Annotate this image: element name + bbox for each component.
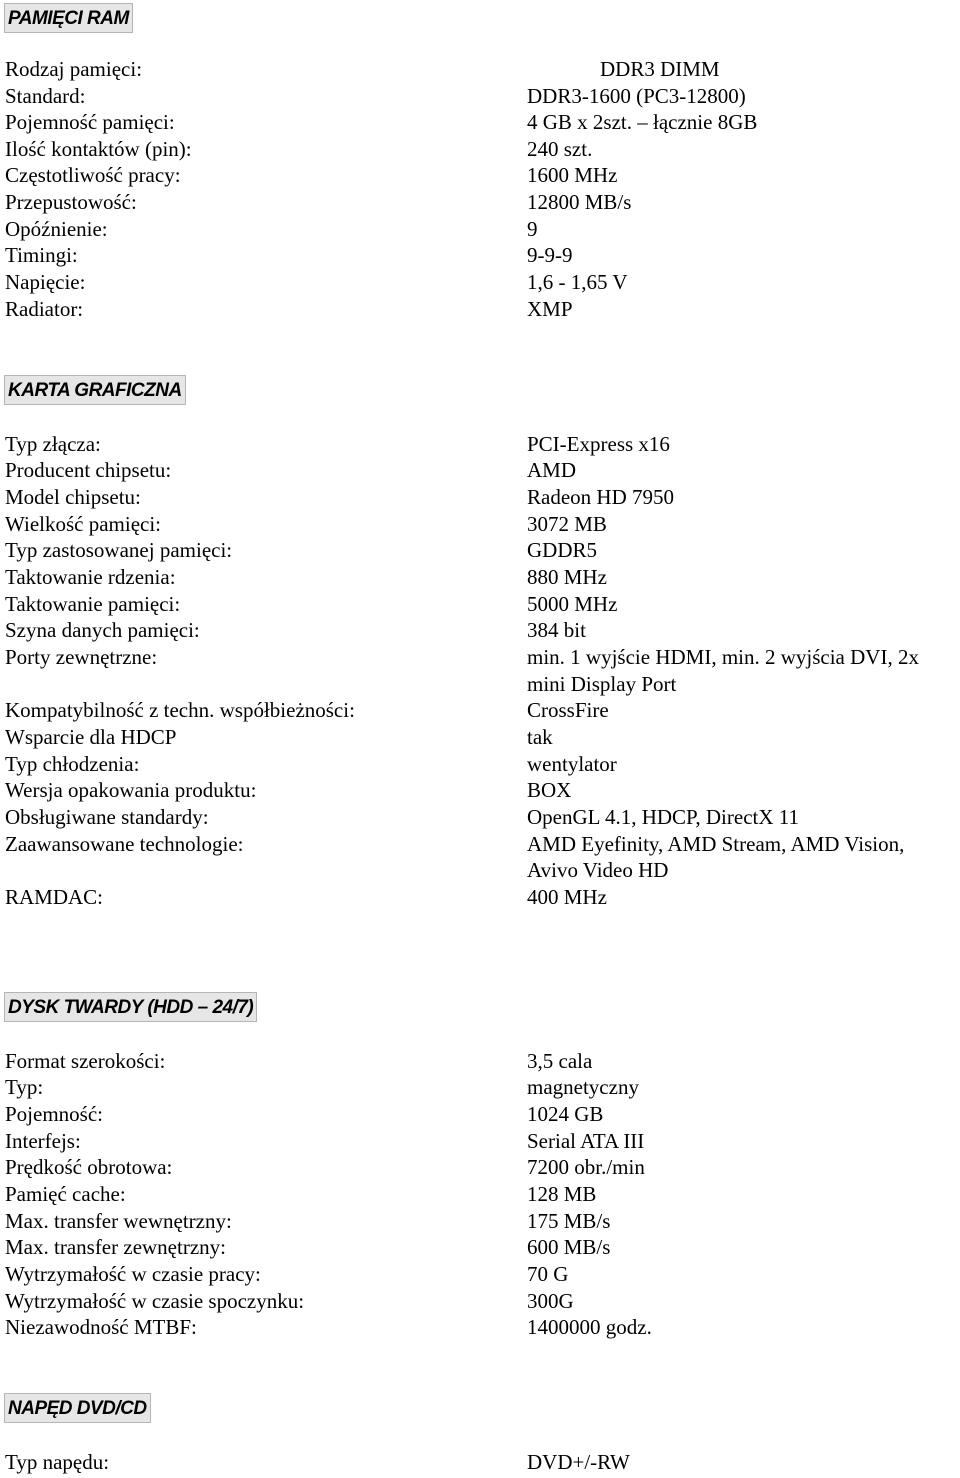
spec-row bbox=[0, 697, 960, 724]
spec-value: DVD+/-RW bbox=[527, 1450, 630, 1474]
spec-value: Serial ATA III bbox=[527, 1129, 645, 1153]
spec-row bbox=[0, 1314, 960, 1341]
spec-row-continuation bbox=[0, 857, 960, 884]
spec-row bbox=[0, 136, 960, 163]
spec-value: OpenGL 4.1, HDCP, DirectX 11 bbox=[527, 805, 799, 829]
spec-value: AMD Eyefinity, AMD Stream, AMD Vision, bbox=[527, 832, 905, 856]
spec-label: Typ zastosowanej pamięci: bbox=[5, 538, 233, 562]
spec-row bbox=[0, 431, 960, 458]
spec-row-continuation bbox=[0, 671, 960, 698]
spec-row bbox=[0, 564, 960, 591]
spec-label: Model chipsetu: bbox=[5, 485, 141, 509]
spec-value: min. 1 wyjście HDMI, min. 2 wyjścia DVI, 2x bbox=[527, 645, 919, 669]
spec-label: Taktowanie pamięci: bbox=[5, 592, 181, 616]
spec-value: 1024 GB bbox=[527, 1102, 604, 1126]
spec-row bbox=[0, 884, 960, 911]
spec-row bbox=[0, 457, 960, 484]
spec-row bbox=[0, 724, 960, 751]
spec-row bbox=[0, 1181, 960, 1208]
spec-value: AMD bbox=[527, 458, 577, 482]
spec-value: 70 G bbox=[527, 1262, 569, 1286]
spec-label: Przepustowość: bbox=[5, 190, 137, 214]
spec-value: 600 MB/s bbox=[527, 1235, 611, 1259]
spec-row bbox=[0, 83, 960, 110]
spec-label: Typ złącza: bbox=[5, 432, 101, 456]
spec-label: Ilość kontaktów (pin): bbox=[5, 137, 192, 161]
spec-value: 384 bit bbox=[527, 618, 586, 642]
spec-label: Max. transfer wewnętrzny: bbox=[5, 1209, 232, 1233]
spec-row bbox=[0, 1101, 960, 1128]
spec-label: Producent chipsetu: bbox=[5, 458, 172, 482]
spec-label: Wersja opakowania produktu: bbox=[5, 778, 257, 802]
spec-row bbox=[0, 269, 960, 296]
spec-value: 880 MHz bbox=[527, 565, 607, 589]
spec-label: Obsługiwane standardy: bbox=[5, 805, 209, 829]
section-heading-ram: PAMIĘCI RAM bbox=[4, 3, 133, 33]
spec-value: 12800 MB/s bbox=[527, 190, 632, 214]
spec-row bbox=[0, 1261, 960, 1288]
spec-label: Pojemność pamięci: bbox=[5, 110, 175, 134]
spec-row bbox=[0, 296, 960, 323]
spec-label: Częstotliwość pracy: bbox=[5, 163, 181, 187]
spec-row bbox=[0, 1074, 960, 1101]
spec-label: Pojemność: bbox=[5, 1102, 103, 1126]
spec-value: 7200 obr./min bbox=[527, 1155, 645, 1179]
spec-label: Pamięć cache: bbox=[5, 1182, 126, 1206]
spec-row bbox=[0, 751, 960, 778]
spec-value: 5000 MHz bbox=[527, 592, 618, 616]
spec-row bbox=[0, 537, 960, 564]
spec-row bbox=[0, 1128, 960, 1155]
spec-row bbox=[0, 1154, 960, 1181]
spec-label: Wsparcie dla HDCP bbox=[5, 725, 177, 749]
spec-value: 1,6 - 1,65 V bbox=[527, 270, 628, 294]
spec-value: DDR3 DIMM bbox=[600, 57, 720, 81]
spec-label: Wytrzymałość w czasie spoczynku: bbox=[5, 1289, 305, 1313]
spec-value: magnetyczny bbox=[527, 1075, 639, 1099]
spec-label: Opóźnienie: bbox=[5, 217, 108, 241]
spec-label: Taktowanie rdzenia: bbox=[5, 565, 176, 589]
spec-value: GDDR5 bbox=[527, 538, 598, 562]
spec-row bbox=[0, 216, 960, 243]
spec-row bbox=[0, 617, 960, 644]
spec-row bbox=[0, 56, 960, 83]
spec-label: Wytrzymałość w czasie pracy: bbox=[5, 1262, 261, 1286]
spec-label: Typ napędu: bbox=[5, 1450, 110, 1474]
section-heading-hdd: DYSK TWARDY (HDD – 24/7) bbox=[4, 992, 257, 1022]
spec-label: Timingi: bbox=[5, 243, 78, 267]
spec-value: 300G bbox=[527, 1289, 574, 1313]
spec-row bbox=[0, 242, 960, 269]
spec-row bbox=[0, 591, 960, 618]
spec-row bbox=[0, 1048, 960, 1075]
spec-label: RAMDAC: bbox=[5, 885, 104, 909]
spec-value: CrossFire bbox=[527, 698, 609, 722]
spec-value: PCI-Express x16 bbox=[527, 432, 670, 456]
spec-row bbox=[0, 1449, 960, 1476]
spec-value: 175 MB/s bbox=[527, 1209, 611, 1233]
spec-value: DDR3-1600 (PC3-12800) bbox=[527, 84, 746, 108]
spec-label: Typ chłodzenia: bbox=[5, 752, 140, 776]
spec-value: wentylator bbox=[527, 752, 617, 776]
spec-label: Standard: bbox=[5, 84, 86, 108]
spec-row bbox=[0, 1234, 960, 1261]
spec-value: BOX bbox=[527, 778, 572, 802]
spec-value: 3,5 cala bbox=[527, 1049, 593, 1073]
spec-label: Kompatybilność z techn. współbieżności: bbox=[5, 698, 355, 722]
spec-label: Format szerokości: bbox=[5, 1049, 166, 1073]
spec-label: Interfejs: bbox=[5, 1129, 81, 1153]
spec-value: XMP bbox=[527, 297, 573, 321]
spec-value: 3072 MB bbox=[527, 512, 607, 536]
spec-value: 128 MB bbox=[527, 1182, 597, 1206]
spec-label: Prędkość obrotowa: bbox=[5, 1155, 173, 1179]
spec-label: Napięcie: bbox=[5, 270, 86, 294]
section-heading-gpu: KARTA GRAFICZNA bbox=[4, 375, 186, 405]
spec-label: Typ: bbox=[5, 1075, 44, 1099]
spec-label: Max. transfer zewnętrzny: bbox=[5, 1235, 226, 1259]
spec-label: Wielkość pamięci: bbox=[5, 512, 162, 536]
spec-label: Zaawansowane technologie: bbox=[5, 832, 244, 856]
spec-label: Radiator: bbox=[5, 297, 84, 321]
spec-value: Avivo Video HD bbox=[527, 858, 669, 882]
spec-value: 4 GB x 2szt. – łącznie 8GB bbox=[527, 110, 758, 134]
spec-row bbox=[0, 484, 960, 511]
spec-row bbox=[0, 777, 960, 804]
spec-value: 400 MHz bbox=[527, 885, 607, 909]
spec-label: Szyna danych pamięci: bbox=[5, 618, 200, 642]
section-heading-dvd: NAPĘD DVD/CD bbox=[4, 1393, 151, 1423]
spec-label: Porty zewnętrzne: bbox=[5, 645, 158, 669]
spec-row bbox=[0, 1208, 960, 1235]
spec-row bbox=[0, 189, 960, 216]
spec-value: 1400000 godz. bbox=[527, 1315, 652, 1339]
spec-row bbox=[0, 511, 960, 538]
spec-label: Niezawodność MTBF: bbox=[5, 1315, 197, 1339]
spec-row bbox=[0, 804, 960, 831]
spec-value: Radeon HD 7950 bbox=[527, 485, 674, 509]
spec-value: 9 bbox=[527, 217, 538, 241]
spec-value: 9-9-9 bbox=[527, 243, 573, 267]
spec-value: 240 szt. bbox=[527, 137, 593, 161]
spec-row bbox=[0, 1288, 960, 1315]
spec-label: Rodzaj pamięci: bbox=[5, 57, 143, 81]
spec-value: 1600 MHz bbox=[527, 163, 618, 187]
spec-row bbox=[0, 162, 960, 189]
spec-row bbox=[0, 831, 960, 858]
spec-value: mini Display Port bbox=[527, 672, 677, 696]
spec-value: tak bbox=[527, 725, 553, 749]
spec-row bbox=[0, 109, 960, 136]
spec-row bbox=[0, 644, 960, 671]
